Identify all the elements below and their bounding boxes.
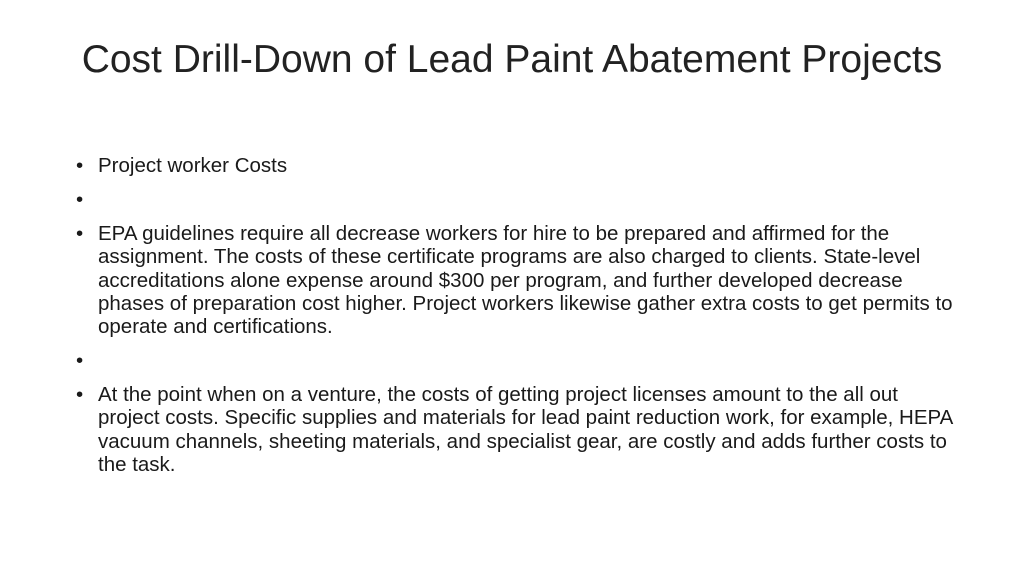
bullet-text: At the point when on a venture, the costs of getting project licenses amount to the all out project costs. Specific supplies and materials for lead paint reduction work, for example, HEPA vacuum channels, sheeting materials, and specialist gear, are costly and adds further costs to the task. [98, 383, 953, 476]
slide-title: Cost Drill-Down of Lead Paint Abatement Projects [81, 38, 943, 81]
bullet-list [75, 154, 955, 487]
bullet-item [75, 222, 955, 338]
bullet-item [75, 154, 955, 177]
bullet-item [75, 349, 955, 372]
bullet-item [75, 188, 955, 211]
bullet-text: Project worker Costs [98, 154, 288, 177]
bullet-icon: • [76, 154, 84, 177]
bullet-text: EPA guidelines require all decrease workers for hire to be prepared and affirmed for the assignment. The costs of these certificate programs are also charged to clients. State-level accreditations alone expense around $300 per program, and further developed decrease phases of preparation cost higher. Project workers likewise gather extra costs to get permits to operate and certifications. [98, 222, 953, 339]
bullet-item [75, 383, 955, 476]
bullet-icon: • [76, 222, 84, 246]
bullet-icon: • [76, 188, 84, 212]
bullet-icon: • [76, 383, 84, 407]
bullet-icon: • [76, 349, 84, 373]
